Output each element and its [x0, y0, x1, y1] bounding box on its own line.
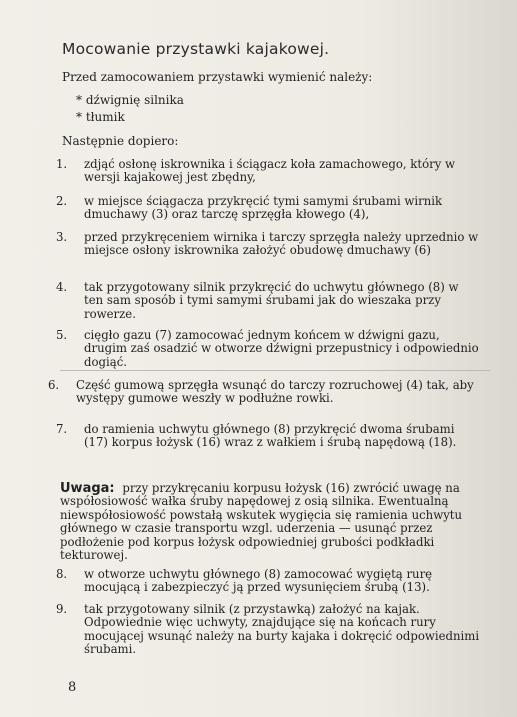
item-number: 3.	[56, 230, 68, 244]
section-title: Mocowanie przystawki kajakowej.	[62, 40, 330, 58]
bullet-item: * tłumik	[76, 110, 125, 124]
item-number: 7.	[56, 422, 68, 436]
list-item	[56, 567, 480, 595]
item-number: 6.	[48, 378, 60, 392]
item-number: 1.	[56, 157, 68, 171]
note-label: Uwaga:	[60, 481, 115, 496]
list-item	[56, 230, 480, 258]
item-text: do ramienia uchwytu głównego (8) przykręcić dwoma śrubami (17) korpus łożysk (16) wraz z wałkiem i śrubą napędową (18).	[84, 422, 457, 450]
list-item	[56, 280, 480, 321]
warning-note	[60, 482, 480, 562]
item-number: 8.	[56, 567, 68, 581]
divider	[60, 370, 490, 371]
bullet-item: * dźwignię silnika	[76, 93, 184, 107]
list-item	[56, 328, 480, 369]
item-text: zdjąć osłonę iskrownika i ściągacz koła zamachowego, który w wersji kajakowej jest zbędny,	[84, 157, 456, 185]
item-text: w miejsce ściągacza przykręcić tymi samymi śrubami wirnik dmuchawy (3) oraz tarczę sprzęgła kłowego (4),	[84, 194, 443, 222]
item-text: tak przygotowany silnik przykręcić do uchwytu głównego (8) w ten sam sposób i tymi samymi śrubami jak do wieszaka przy rowerze.	[84, 280, 459, 321]
bullet-list	[76, 92, 184, 126]
note-text: przy przykręcaniu korpusu łożysk (16) zwrócić uwagę na współosiowość wałka śruby napędowej z osią silnika. Ewentualną niewspółosiowość powstałą wskutek wygięcia się ramienia uchwytu głównego w czasie transportu wzgl. uderzenia — usunąć przez podłożenie pod korpus łożysk odpowiedniej grubości podkładki tekturowej.	[60, 481, 463, 563]
list-item	[56, 157, 480, 185]
list-item	[56, 422, 480, 450]
list-item	[56, 194, 480, 222]
item-text: cięgło gazu (7) zamocować jednym końcem w dźwigni gazu, drugim zaś osadzić w otworze dźwigni przepustnicy i odpowiednio dogiąć.	[84, 328, 479, 369]
item-text: Część gumową sprzęgła wsunąć do tarczy rozruchowej (4) tak, aby występy gumowe weszły w podłużne rowki.	[76, 378, 474, 406]
item-number: 2.	[56, 194, 68, 208]
page-number: 8	[68, 680, 77, 695]
list-item	[48, 378, 482, 406]
item-number: 9.	[56, 602, 68, 616]
item-number: 5.	[56, 328, 68, 342]
list-item	[56, 602, 480, 657]
item-text: w otworze uchwytu głównego (8) zamocować wygiętą rurę mocującą i zabezpieczyć ją przed wysunięciem śrubą (13).	[84, 567, 433, 595]
item-text: tak przygotowany silnik (z przystawką) założyć na kajak. Odpowiednie więc uchwyty, znajdujące się na końcach rury mocującej wsunąć należy na burty kajaka i dokręcić odpowiednimi śrubami.	[84, 602, 480, 657]
item-number: 4.	[56, 280, 68, 294]
next-heading: Następnie dopiero:	[62, 134, 179, 148]
intro-text: Przed zamocowaniem przystawki wymienić należy:	[62, 70, 373, 84]
item-text: przed przykręceniem wirnika i tarczy sprzęgła należy uprzednio w miejsce osłony iskrownika założyć obudowę dmuchawy (6)	[84, 230, 479, 258]
